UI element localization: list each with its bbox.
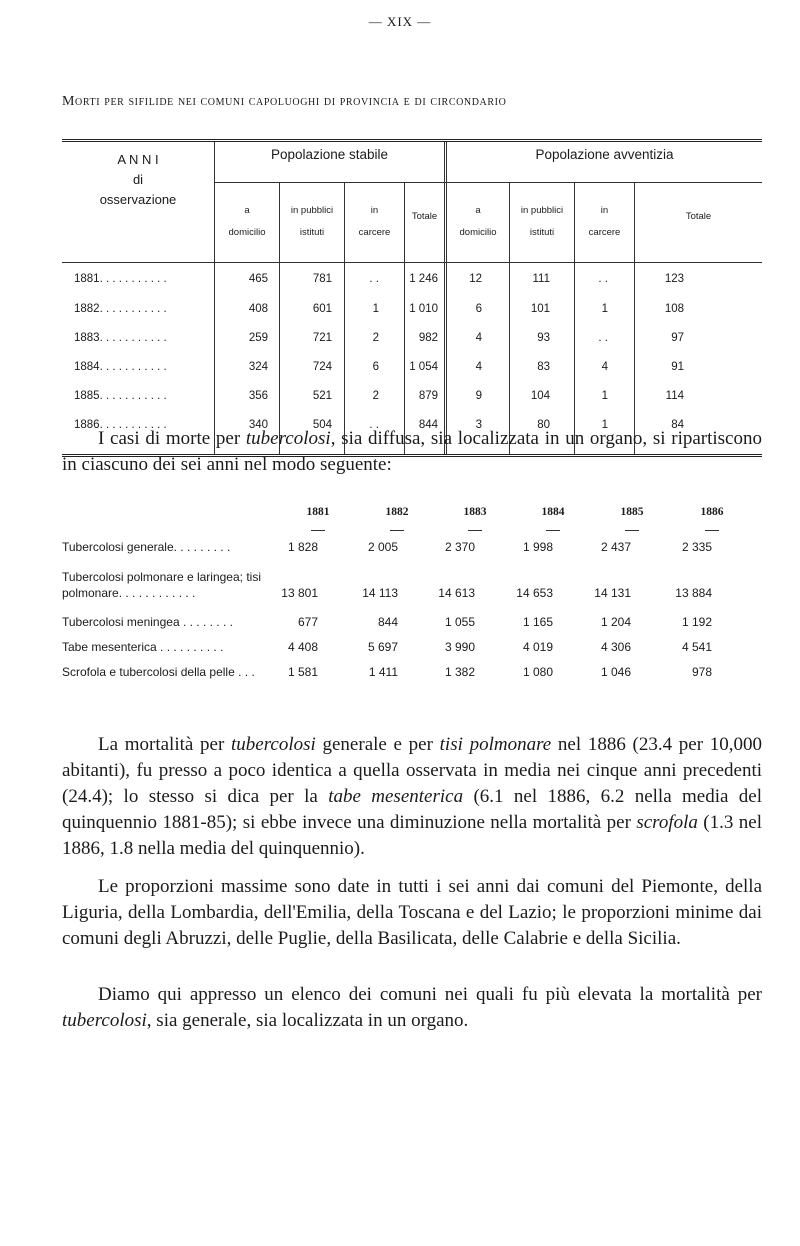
cell-value: 111	[532, 273, 550, 285]
row-year: 1883	[74, 332, 100, 344]
cell-value: 4 019	[522, 640, 553, 654]
cell-value: 259	[248, 332, 268, 344]
year-header: 1884	[541, 506, 565, 518]
cell-value: 9	[475, 390, 482, 402]
row-label: Tubercolosi polmonare e laringea; tisi	[62, 570, 261, 584]
cell-value: 1	[601, 419, 608, 431]
cell-value: 14 653	[516, 586, 553, 600]
cell-value: 1 828	[287, 540, 318, 554]
cell-value: 5 697	[367, 640, 398, 654]
tuberculosis-table	[62, 506, 762, 706]
cell-value: 1 055	[444, 615, 475, 629]
paragraph-intro: I casi di morte per tubercolosi, sia diffusa, sia localizzata in un organo, si ripartiscono in ciascuno dei sei anni nel modo seguente:	[62, 428, 762, 475]
row-label: Scrofola e tubercolosi della pelle . . .	[62, 665, 255, 679]
cell-value: 3 990	[444, 640, 475, 654]
paragraph-mortality: La mortalità per tubercolosi generale e per tisi polmonare nel 1886 (23.4 per 10,000 abitanti), fu presso a poco identica a quella osservata in media nei cinque anni precedenti (24.4); lo stesso si dica per la tabe mesenterica (6.1 nel 1886, 6.2 nella media del quinquennio 1881-85); si ebbe invece una diminuzione nella mortalità per scrofola (1.3 nel 1886, 1.8 nella media del quinquennio).	[62, 734, 763, 859]
cell-value: 14 113	[362, 586, 398, 600]
year-header: 1886	[700, 506, 724, 518]
cell-value: 724	[312, 361, 332, 373]
year-header: 1885	[620, 506, 644, 518]
year-header: 1881	[306, 506, 330, 518]
cell-value: 844	[418, 419, 438, 431]
group-header-avventizia: Popolazione avventizia	[535, 147, 674, 162]
row-year: 1885	[74, 390, 100, 402]
cell-value: 1	[601, 303, 608, 315]
cell-value: 1 382	[444, 665, 475, 679]
page-number: — XIX —	[368, 14, 432, 29]
subheader-a-domicilio: a domicilio	[459, 205, 497, 238]
cell-value: 408	[248, 303, 268, 315]
cell-value: 13 884	[675, 586, 712, 600]
paragraph-proportions: Le proporzioni massime sono date in tutti i sei anni dai comuni del Piemonte, della Liguria, della Lombardia, dell'Emilia, della Toscana e del Lazio; le proporzioni minime dai comuni degli Abruzzi, delle Puglie, della Basilicata, delle Calabrie e della Sicilia.	[62, 876, 762, 949]
cell-value: 1 054	[409, 361, 438, 373]
cell-value: 721	[312, 332, 332, 344]
cell-value: 2 005	[367, 540, 398, 554]
subheader-pubblici-istituti: in pubblici istituti	[290, 205, 334, 238]
table-row	[62, 273, 762, 291]
cell-value: 6	[372, 361, 379, 373]
cell-value: 465	[248, 273, 268, 285]
year-header: 1883	[463, 506, 487, 518]
cell-value: 12	[469, 273, 482, 285]
cell-value: 1 080	[522, 665, 553, 679]
cell-value: 4 541	[681, 640, 712, 654]
cell-value: 1 192	[681, 615, 712, 629]
row-year: 1884	[74, 361, 100, 373]
cell-value: 4	[475, 361, 482, 373]
cell-value: . .	[598, 273, 608, 285]
cell-value: 1 204	[600, 615, 631, 629]
cell-value: 4 306	[600, 640, 631, 654]
subheader-carcere: in carcere	[358, 205, 391, 238]
dot-leader: . . . . . . . . . . .	[99, 332, 167, 344]
cell-value: 356	[248, 390, 268, 402]
table-row	[62, 332, 762, 350]
cell-value: 1 165	[522, 615, 553, 629]
dot-leader: . . . . . . . . . . .	[99, 273, 167, 285]
cell-value: 91	[671, 361, 684, 373]
cell-value: 104	[530, 390, 550, 402]
row-year: 1882	[74, 303, 100, 315]
cell-value: 14 131	[594, 586, 631, 600]
cell-value: 781	[312, 273, 332, 285]
cell-value: 84	[671, 419, 684, 431]
cell-value: 1 010	[409, 303, 438, 315]
cell-value: 1 581	[287, 665, 318, 679]
subheader-totale: Totale	[685, 211, 712, 222]
cell-value: 978	[691, 665, 712, 679]
column-header-anni: A N N I di osservazione	[99, 152, 177, 207]
cell-value: 879	[418, 390, 438, 402]
row-year: 1881	[74, 273, 100, 285]
cell-value: 2	[372, 390, 379, 402]
cell-value: 97	[671, 332, 684, 344]
dot-leader: . . . . . . . . . . .	[99, 303, 167, 315]
cell-value: 83	[537, 361, 550, 373]
cell-value: 1 998	[522, 540, 553, 554]
table-row	[62, 303, 762, 321]
cell-value: 1 246	[409, 273, 438, 285]
paragraph-list-intro: Diamo qui appresso un elenco dei comuni nei quali fu più elevata la mortalità per tubercolosi, sia generale, sia localizzata in un organo.	[62, 984, 762, 1031]
cell-value: 123	[664, 273, 684, 285]
cell-value: 324	[248, 361, 268, 373]
subheader-pubblici-istituti: in pubblici istituti	[520, 205, 564, 238]
year-header: 1882	[385, 506, 409, 518]
cell-value: 2 370	[444, 540, 475, 554]
row-year: 1886	[74, 419, 100, 431]
cell-value: 677	[297, 615, 318, 629]
cell-value: . .	[369, 273, 379, 285]
cell-value: 4	[475, 332, 482, 344]
cell-value: 13 801	[281, 586, 318, 600]
cell-value: 14 613	[438, 586, 475, 600]
cell-value: 521	[312, 390, 332, 402]
cell-value: 1 046	[600, 665, 631, 679]
dot-leader: . . . . . . . . . . .	[99, 419, 167, 431]
cell-value: 114	[665, 390, 684, 402]
cell-value: 2 437	[600, 540, 631, 554]
cell-value: 101	[530, 303, 550, 315]
cell-value: 2	[372, 332, 379, 344]
row-label: Tabe mesenterica . . . . . . . . . .	[62, 640, 224, 654]
cell-value: 1 411	[368, 665, 398, 679]
cell-value: 93	[537, 332, 550, 344]
cell-value: 601	[312, 303, 332, 315]
dot-leader: . . . . . . . . . . .	[99, 390, 167, 402]
cell-value: 4	[601, 361, 608, 373]
cell-value: . .	[369, 419, 379, 431]
cell-value: 2 335	[681, 540, 712, 554]
cell-value: 340	[248, 419, 268, 431]
cell-value: 982	[418, 332, 438, 344]
cell-value: 844	[377, 615, 398, 629]
cell-value: 108	[664, 303, 684, 315]
row-label: Tubercolosi meningea . . . . . . . .	[62, 615, 233, 629]
row-label-continued: polmonare. . . . . . . . . . . .	[62, 586, 196, 600]
cell-value: . .	[598, 332, 608, 344]
group-header-stabile: Popolazione stabile	[270, 147, 389, 162]
table-row	[62, 361, 762, 379]
cell-value: 6	[475, 303, 482, 315]
cell-value: 1	[372, 303, 379, 315]
cell-value: 80	[537, 419, 550, 431]
subheader-a-domicilio: a domicilio	[228, 205, 266, 238]
cell-value: 1	[601, 390, 608, 402]
cell-value: 504	[312, 419, 332, 431]
row-label: Tubercolosi generale. . . . . . . . .	[62, 540, 231, 554]
table-title: Morti per sifilide nei comuni capoluoghi di provincia e di circondario	[62, 94, 507, 109]
table-row	[62, 390, 762, 408]
cell-value: 4 408	[287, 640, 318, 654]
subheader-carcere: in carcere	[588, 205, 621, 238]
cell-value: 3	[475, 419, 482, 431]
mortality-syphilis-table	[62, 139, 762, 457]
dot-leader: . . . . . . . . . . .	[99, 361, 167, 373]
subheader-totale: Totale	[411, 211, 438, 222]
